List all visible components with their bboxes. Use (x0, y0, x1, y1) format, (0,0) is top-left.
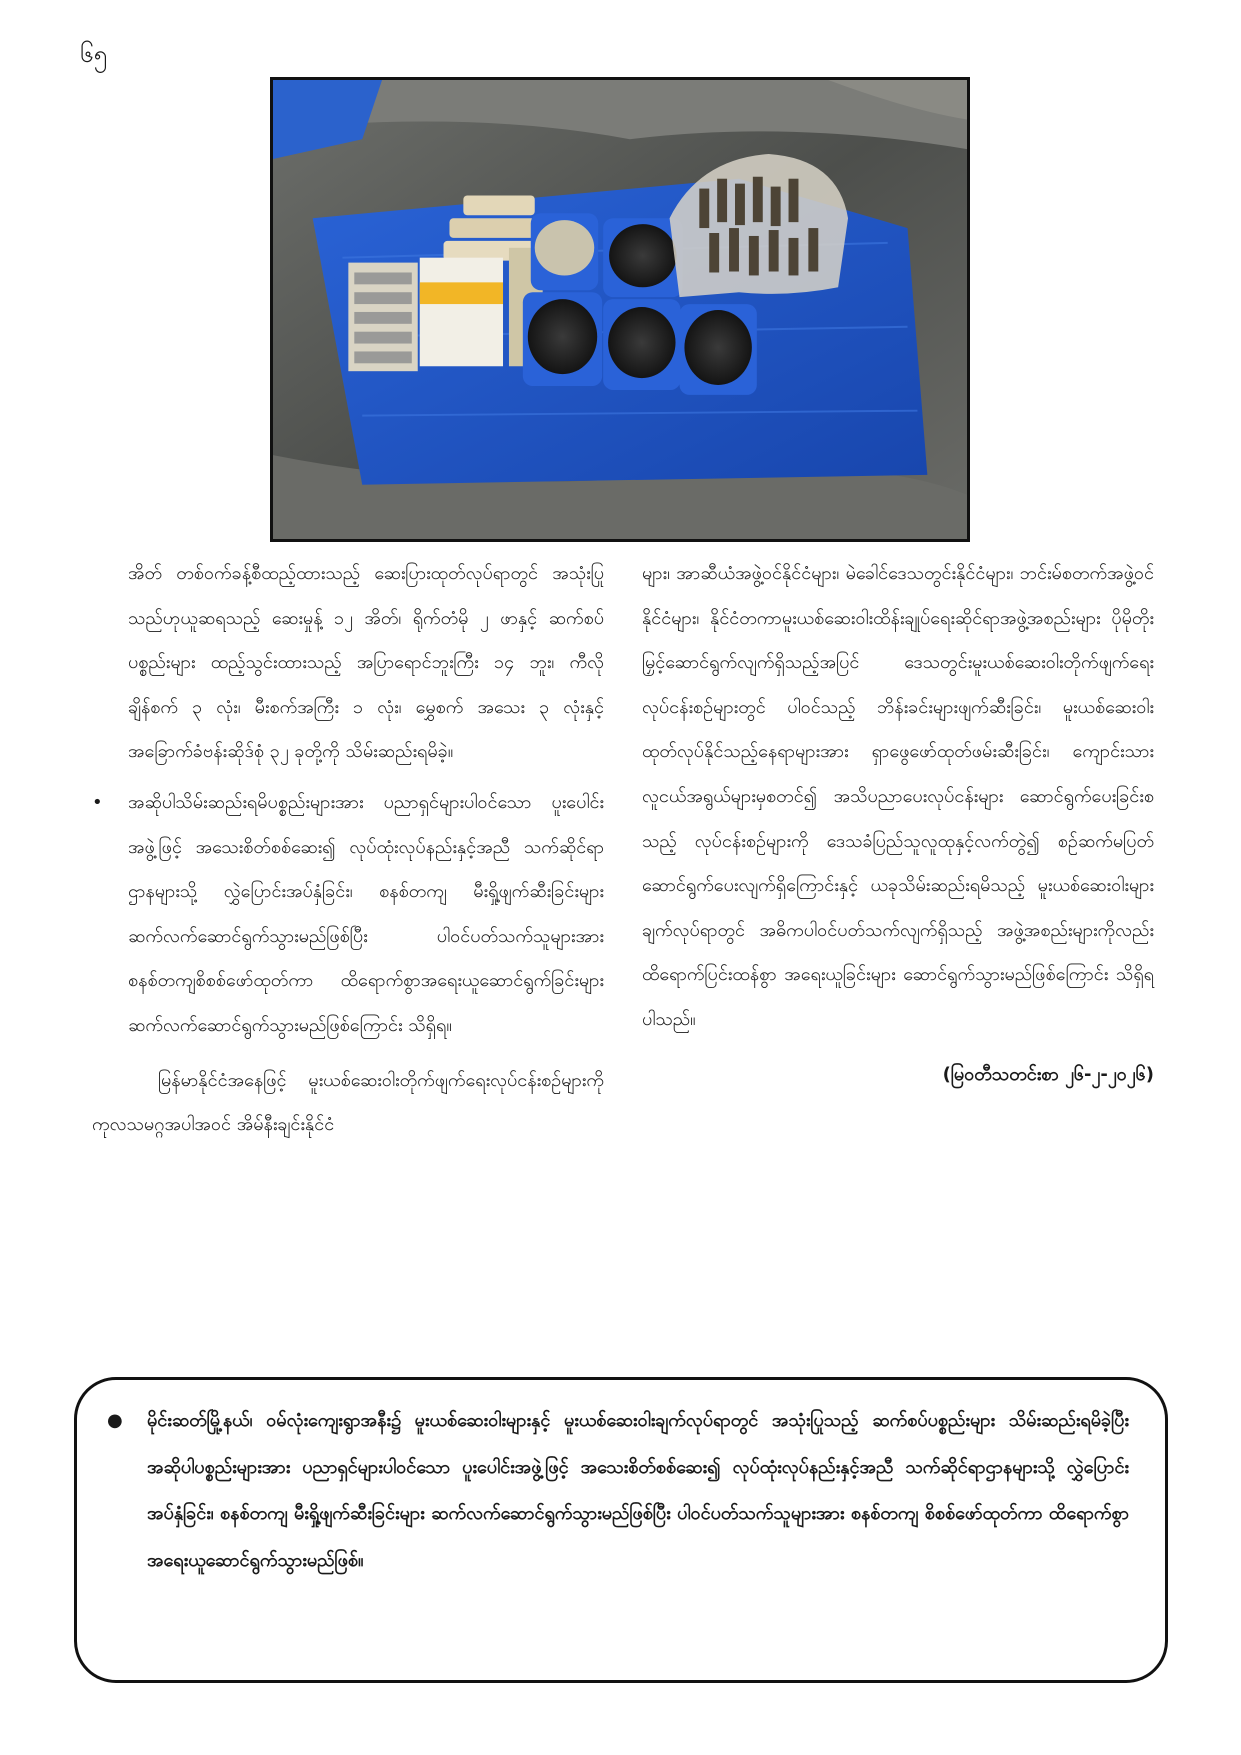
left-column (92, 552, 604, 1148)
left-paragraph-1: အိတ် တစ်ဝက်ခန့်စီထည့်ထားသည့် ဆေးပြားထုတ်လုပ်ရာတွင် အသုံးပြု သည်ဟုယူဆရသည့် ဆေးမှုန့် ၁၂ အိတ်၊ ရိုက်တံမို ၂ ဖာနှင့် ဆက်စပ်ပစ္စည်းများ ထည့်သွင်းထားသည့် အပြာရောင်ဘူးကြီး ၁၄ ဘူး၊ ကီလိုချိန်စက် ၃ လုံး၊ မီးစက်အကြီး ၁ လုံး၊ မွှေစက် အသေး ၃ လုံးနှင့် အခြောက်ခံဗန်းဆိုဒ်စုံ ၃၂ ခုတို့ကို သိမ်းဆည်းရမိခဲ့။ (128, 563, 604, 763)
left-paragraph-2: မြန်မာနိုင်ငံအနေဖြင့် မူးယစ်ဆေးဝါးတိုက်ဖျက်ရေးလုပ်ငန်းစဉ်များကို ကုလသမဂ္ဂအပါအဝင် အိမ်နီးချင်းနိုင်ငံ (92, 1069, 604, 1136)
bullet-icon: ● (107, 1410, 123, 1431)
left-bullet-item (92, 781, 604, 1049)
right-column (642, 552, 1154, 1097)
left-bullet-text: အဆိုပါသိမ်းဆည်းရမိပစ္စည်းများအား ပညာရှင်များပါဝင်သော ပူးပေါင်းအဖွဲ့ဖြင့် အသေးစိတ်စစ်ဆေး၍ လုပ်ထုံးလုပ်နည်းနှင့်အညီ သက်ဆိုင်ရာဌာနများသို့ လွှဲပြောင်းအပ်နှံခြင်း၊ စနစ်တကျ မီးရှို့ဖျက်ဆီးခြင်းများ ဆက်လက်ဆောင်ရွက်သွားမည်ဖြစ်ပြီး ပါဝင်ပတ်သက်သူများအား စနစ်တကျစိစစ်ဖော်ထုတ်ကာ ထိရောက်စွာအရေးယူဆောင်ရွက်ခြင်းများ ဆက်လက်ဆောင်ရွက်သွားမည်ဖြစ်ကြောင်း သိရှိရ။ (128, 791, 604, 1036)
summary-item (107, 1398, 1129, 1584)
source-citation: (မြဝတီသတင်းစာ ၂၆-၂-၂၀၂၆) (942, 1063, 1154, 1085)
right-paragraph-1: များ၊ အာဆီယံအဖွဲ့ဝင်နိုင်ငံများ၊ မဲခေါင်ဒေသတွင်းနိုင်ငံများ၊ ဘင်းမ်စတက်အဖွဲ့ဝင် နိုင်ငံများ၊ နိုင်ငံတကာမူးယစ်ဆေးဝါးထိန်းချုပ်ရေးဆိုင်ရာအဖွဲ့အစည်းများ ပိုမိုတိုးမြှင့်ဆောင်ရွက်လျက်ရှိသည့်အပြင် ဒေသတွင်းမူးယစ်ဆေးဝါးတိုက်ဖျက်ရေးလုပ်ငန်းစဉ်များတွင် ပါဝင်သည့် ဘိန်းခင်းများဖျက်ဆီးခြင်း၊ မူးယစ်ဆေးဝါးထုတ်လုပ်နိုင်သည့်နေရာများအား ရှာဖွေဖော်ထုတ်ဖမ်းဆီးခြင်း၊ ကျောင်းသားလူငယ်အရွယ်များမှစတင်၍ အသိပညာပေးလုပ်ငန်းများ ဆောင်ရွက်ပေးခြင်းစသည့် လုပ်ငန်းစဉ်များကို ဒေသခံပြည်သူလူထုနှင့်လက်တွဲ၍ စဉ်ဆက်မပြတ်ဆောင်ရွက်ပေးလျက်ရှိကြောင်းနှင့် ယခုသိမ်းဆည်းရမိသည့် မူးယစ်ဆေးဝါးများ ချက်လုပ်ရာတွင် အဓိကပါဝင်ပတ်သက်လျက်ရှိသည့် အဖွဲ့အစည်းများကိုလည်း ထိရောက်ပြင်းထန်စွာ အရေးယူခြင်းများ ဆောင်ရွက်သွားမည်ဖြစ်ကြောင်း သိရှိရပါသည်။ (642, 563, 1154, 1030)
seized-drugs-photo-icon (273, 80, 967, 539)
seized-drugs-photo (270, 77, 970, 542)
summary-box (74, 1377, 1168, 1683)
page-number: ၆၅ (80, 40, 107, 68)
summary-text: မိုင်းဆတ်မြို့နယ်၊ ဝမ်လုံးကျေးရွာအနီး၌ မူးယစ်ဆေးဝါးများနှင့် မူးယစ်ဆေးဝါးချက်လုပ်ရာတွင် အသုံးပြုသည့် ဆက်စပ်ပစ္စည်းများ သိမ်းဆည်းရမိခဲ့ပြီး အဆိုပါပစ္စည်းများအား ပညာရှင်များပါဝင်သော ပူးပေါင်းအဖွဲ့ဖြင့် အသေးစိတ်စစ်ဆေး၍ လုပ်ထုံးလုပ်နည်းနှင့်အညီ သက်ဆိုင်ရာဌာနများသို့ လွှဲပြောင်းအပ်နှံခြင်း၊ စနစ်တကျ မီးရှို့ဖျက်ဆီးခြင်းများ ဆက်လက်ဆောင်ရွက်သွားမည်ဖြစ်ပြီး ပါဝင်ပတ်သက်သူများအား စနစ်တကျ စိစစ်ဖော်ထုတ်ကာ ထိရောက်စွာ အရေးယူဆောင်ရွက်သွားမည်ဖြစ်။ (147, 1410, 1129, 1571)
bullet-icon: • (92, 791, 103, 813)
